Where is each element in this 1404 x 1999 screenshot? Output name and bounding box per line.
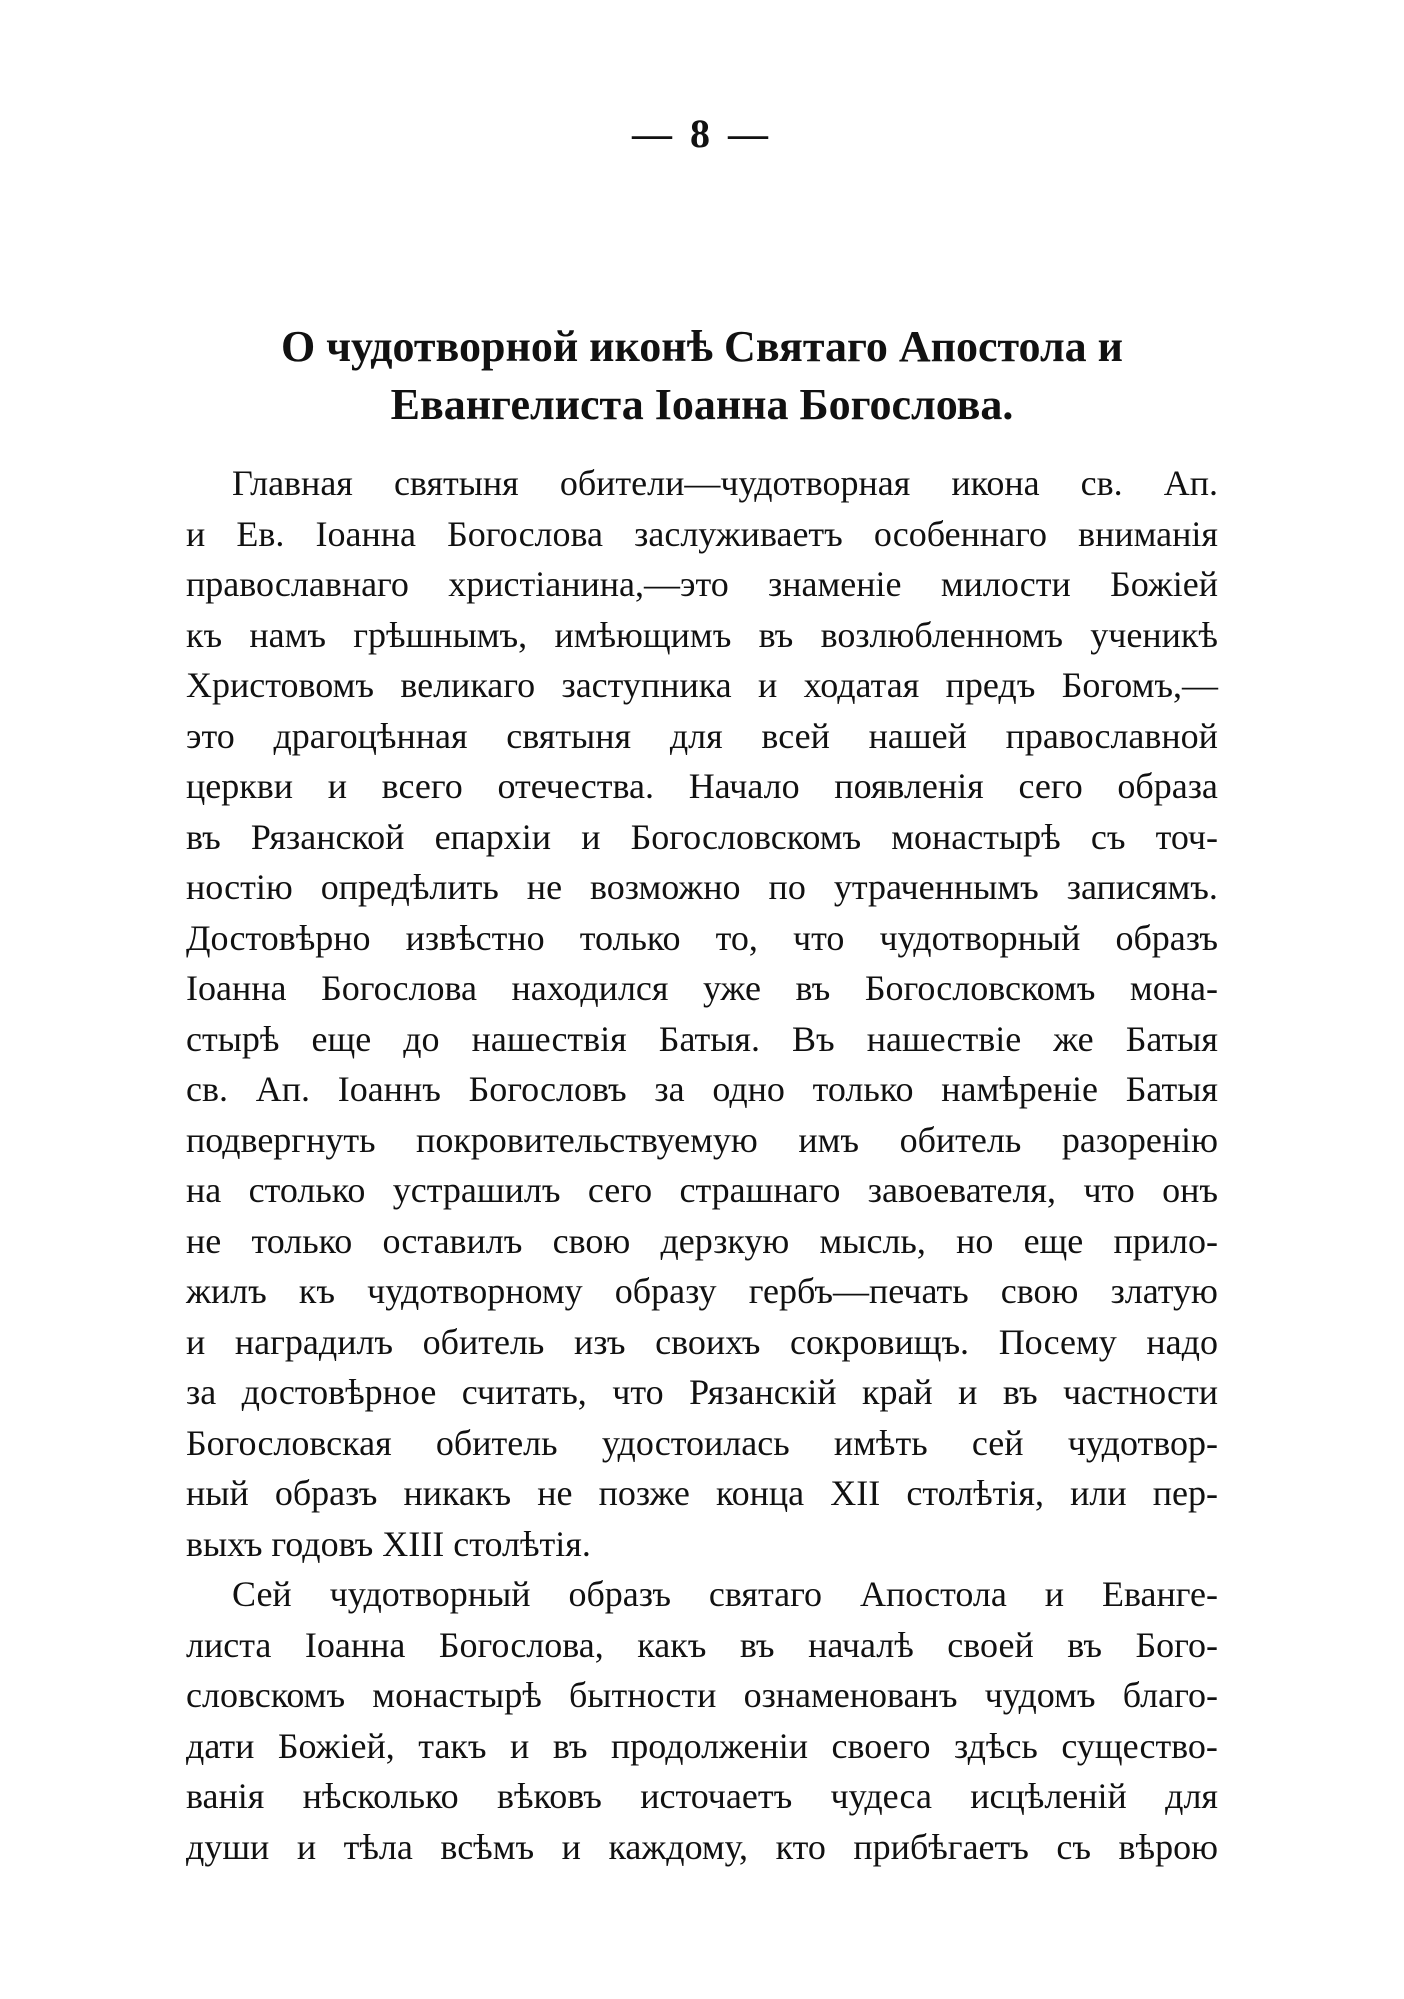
word: дерзкую xyxy=(660,1220,790,1261)
text-line xyxy=(186,711,1218,762)
word: стырѣ xyxy=(186,1018,280,1059)
word: ный xyxy=(186,1473,249,1513)
word: но xyxy=(956,1220,994,1261)
word: благо- xyxy=(1122,1675,1218,1715)
word: существо- xyxy=(1061,1725,1218,1766)
word: столько xyxy=(248,1170,366,1210)
text-line xyxy=(186,559,1218,610)
word: жилъ xyxy=(186,1271,267,1311)
word: разоренію xyxy=(1061,1119,1218,1160)
word: свою xyxy=(1000,1271,1079,1311)
chapter-title-line: О чудотворной иконѣ Святаго Апостола и xyxy=(280,322,1123,371)
text-line xyxy=(186,1822,1218,1873)
word: Батыя xyxy=(1125,1069,1218,1109)
word: или xyxy=(1070,1473,1127,1513)
word: Посему xyxy=(998,1321,1117,1362)
word: Богослова, xyxy=(438,1624,604,1665)
word: подвергнуть xyxy=(186,1119,376,1160)
word: образа xyxy=(1117,766,1218,806)
word: Достовѣрно xyxy=(186,917,371,958)
text-line xyxy=(186,509,1218,560)
word: всей xyxy=(761,715,830,756)
word: словскомъ xyxy=(186,1675,346,1715)
word: Батыя. xyxy=(658,1018,760,1059)
word: частности xyxy=(1063,1372,1218,1412)
text-line xyxy=(186,610,1218,661)
word: и xyxy=(581,816,601,857)
word: предъ xyxy=(945,665,1036,705)
word: устрашилъ xyxy=(392,1170,561,1210)
word: нашествія xyxy=(471,1018,627,1059)
word: только xyxy=(251,1220,353,1261)
word: въ xyxy=(795,968,831,1008)
word: монастырѣ xyxy=(891,816,1061,857)
word: церкви xyxy=(186,766,293,806)
word: обители—чудотворная xyxy=(559,463,911,503)
text-line xyxy=(186,1670,1218,1721)
word: считать, xyxy=(461,1372,587,1412)
word: сего xyxy=(587,1170,653,1210)
word: точ- xyxy=(1155,816,1218,857)
word: съ xyxy=(1056,1826,1091,1867)
word: святаго xyxy=(708,1574,823,1614)
word: никакъ xyxy=(403,1473,512,1513)
word: здѣсь xyxy=(954,1725,1038,1766)
word: къ xyxy=(186,614,223,655)
paragraph xyxy=(186,1569,1218,1872)
word: мона- xyxy=(1129,968,1218,1008)
word: Христовомъ xyxy=(186,665,374,705)
word: въ xyxy=(739,1624,775,1665)
text-line xyxy=(186,1014,1218,1065)
word: за xyxy=(186,1372,217,1412)
word: какъ xyxy=(637,1624,707,1665)
word: Іоаннъ xyxy=(337,1069,441,1109)
word: продолженіи xyxy=(611,1725,808,1766)
word: св. xyxy=(186,1069,228,1109)
word: позже xyxy=(598,1473,690,1513)
word: и xyxy=(561,1826,581,1867)
word: Рязанскій xyxy=(689,1372,837,1412)
word: Богословъ xyxy=(468,1069,627,1109)
word: утраченнымъ xyxy=(833,867,1039,907)
word: опредѣлить xyxy=(320,867,499,907)
word: и xyxy=(1044,1574,1065,1614)
word: Богословскомъ xyxy=(630,816,862,857)
word: къ xyxy=(298,1271,335,1311)
word: только xyxy=(579,917,681,958)
word: Іоанна xyxy=(304,1624,406,1665)
word: возлюбленномъ xyxy=(820,614,1063,655)
text-line: выхъ годовъ XIII столѣтія. xyxy=(186,1523,591,1564)
word: и xyxy=(958,1372,978,1412)
word: XII xyxy=(830,1473,881,1513)
word: каждому, xyxy=(608,1826,749,1867)
word: это xyxy=(186,715,235,756)
word: вѣковъ xyxy=(496,1776,602,1816)
word: листа xyxy=(186,1624,272,1665)
word: не xyxy=(537,1473,573,1513)
word: Богословская xyxy=(186,1422,392,1463)
text-line xyxy=(186,1721,1218,1772)
word: сего xyxy=(1018,766,1083,806)
word: чудотворный xyxy=(329,1574,531,1614)
word: епархіи xyxy=(434,816,552,857)
word: въ xyxy=(758,614,794,655)
word: заступника xyxy=(561,665,732,705)
word: въ xyxy=(186,816,221,857)
word: ходатая xyxy=(803,665,920,705)
word: православной xyxy=(1005,715,1218,756)
text-line xyxy=(186,963,1218,1014)
word: страшнаго xyxy=(679,1170,841,1210)
word: всего xyxy=(381,766,463,806)
word: намъ xyxy=(249,614,327,655)
word: особеннаго xyxy=(873,513,1047,554)
word: уже xyxy=(703,968,761,1008)
word: источаетъ xyxy=(640,1776,793,1816)
word: началѣ xyxy=(808,1624,914,1665)
word: и xyxy=(510,1725,530,1766)
body-text xyxy=(186,458,1218,1872)
word: Богословскомъ xyxy=(864,968,1096,1008)
word: милости xyxy=(940,564,1071,604)
word: Апостола xyxy=(859,1574,1007,1614)
word: заслуживаетъ xyxy=(634,513,843,554)
word: удостоилась xyxy=(601,1422,790,1463)
word: Ап. xyxy=(255,1069,310,1109)
word: чудотвор- xyxy=(1067,1422,1218,1463)
word: не xyxy=(186,1220,222,1261)
word: бытности xyxy=(568,1675,717,1715)
word: по xyxy=(768,867,806,907)
word: онъ xyxy=(1162,1170,1218,1210)
word: же xyxy=(1053,1018,1094,1059)
word: вѣрою xyxy=(1118,1826,1218,1867)
word: дати xyxy=(186,1725,255,1766)
word: нашествіе xyxy=(866,1018,1022,1059)
word: христіанина,—это xyxy=(448,564,729,604)
text-line xyxy=(186,1569,1218,1620)
word: отечества. xyxy=(497,766,654,806)
word: Богослова xyxy=(447,513,604,554)
word: съ xyxy=(1090,816,1126,857)
paragraph xyxy=(186,458,1218,1569)
word: оставилъ xyxy=(382,1220,523,1261)
word: то, xyxy=(715,917,758,958)
word: великаго xyxy=(400,665,536,705)
word: нѣсколько xyxy=(302,1776,459,1816)
word: въ xyxy=(552,1725,588,1766)
word: одно xyxy=(712,1069,785,1109)
word: прило- xyxy=(1113,1220,1218,1261)
word: что xyxy=(1083,1170,1135,1210)
word: Божіей, xyxy=(277,1725,395,1766)
word: Въ xyxy=(792,1018,835,1059)
word: своей xyxy=(947,1624,1034,1665)
page-number: — 8 — xyxy=(632,111,772,156)
word: Начало xyxy=(688,766,800,806)
word: завоевателя, xyxy=(867,1170,1056,1210)
word: за xyxy=(654,1069,685,1109)
word: и xyxy=(186,1321,206,1362)
word: на xyxy=(186,1170,222,1210)
word: для xyxy=(669,715,723,756)
word: гербъ—печать xyxy=(748,1271,969,1311)
word: обитель xyxy=(435,1422,558,1463)
word: конца xyxy=(715,1473,805,1513)
word: что xyxy=(612,1372,664,1412)
word: Іоанна xyxy=(186,968,287,1008)
word: прибѣгаетъ xyxy=(853,1826,1029,1867)
word: тѣла xyxy=(343,1826,413,1867)
chapter-title xyxy=(150,318,1254,434)
word: Бого- xyxy=(1135,1624,1218,1665)
word: сокровищъ. xyxy=(789,1321,970,1362)
word: ученикѣ xyxy=(1090,614,1218,655)
word: возможно xyxy=(590,867,741,907)
word: Сей xyxy=(232,1574,292,1614)
text-line xyxy=(186,761,1218,812)
word: и xyxy=(758,665,778,705)
word: образъ xyxy=(274,1473,378,1513)
chapter-title-line: Евангелиста Іоанна Богослова. xyxy=(390,380,1014,429)
word: записямъ. xyxy=(1066,867,1218,907)
text-line xyxy=(186,458,1218,509)
word: свою xyxy=(552,1220,631,1261)
text-line xyxy=(186,1165,1218,1216)
text-line xyxy=(186,1216,1218,1267)
word: покровительствуемую xyxy=(416,1119,758,1160)
word: что xyxy=(792,917,845,958)
word: чудомъ xyxy=(984,1675,1096,1715)
text-line xyxy=(186,1266,1218,1317)
word: край xyxy=(861,1372,933,1412)
word: чудотворный xyxy=(879,917,1081,958)
word: всѣмъ xyxy=(440,1826,535,1867)
word: и xyxy=(186,513,206,554)
text-line xyxy=(186,1317,1218,1368)
word: достовѣрное xyxy=(241,1372,437,1412)
text-line xyxy=(186,1468,1218,1519)
word: для xyxy=(1165,1776,1218,1816)
word: обитель xyxy=(422,1321,545,1362)
word: ностію xyxy=(186,867,293,907)
word: образу xyxy=(614,1271,717,1311)
word: святыня xyxy=(506,715,632,756)
word: изъ xyxy=(573,1321,626,1362)
word: Еванге- xyxy=(1101,1574,1218,1614)
word: икона xyxy=(951,463,1040,503)
word: въ xyxy=(1067,1624,1102,1665)
word: извѣстно xyxy=(405,917,545,958)
word: пер- xyxy=(1152,1473,1218,1513)
text-line xyxy=(186,1620,1218,1671)
word: намѣреніе xyxy=(941,1069,1098,1109)
word: Ев. xyxy=(236,513,285,554)
word: такъ xyxy=(418,1725,487,1766)
text-line xyxy=(186,1115,1218,1166)
word: появленія xyxy=(834,766,984,806)
word: еще xyxy=(311,1018,372,1059)
word: Ап. xyxy=(1163,463,1218,503)
word: въ xyxy=(1002,1372,1038,1412)
word: нашей xyxy=(868,715,967,756)
word: образъ xyxy=(1115,917,1218,958)
word: Батыя xyxy=(1125,1018,1218,1059)
word: имѣющимъ xyxy=(554,614,732,655)
word: св. xyxy=(1080,463,1123,503)
word: монастырѣ xyxy=(372,1675,542,1715)
word: исцѣленій xyxy=(970,1776,1127,1816)
text-line xyxy=(186,913,1218,964)
word: святыня xyxy=(393,463,519,503)
word: ванія xyxy=(186,1776,265,1816)
word: находился xyxy=(511,968,669,1008)
word: надо xyxy=(1146,1321,1218,1362)
word: сей xyxy=(971,1422,1024,1463)
word: образъ xyxy=(568,1574,671,1614)
word: своихъ xyxy=(655,1321,761,1362)
text-line xyxy=(186,812,1218,863)
word: Главная xyxy=(232,463,353,503)
word: драгоцѣнная xyxy=(273,715,468,756)
word: только xyxy=(812,1069,914,1109)
text-line xyxy=(186,660,1218,711)
word: имъ xyxy=(798,1119,860,1160)
word: знаменіе xyxy=(768,564,902,604)
word: Рязанской xyxy=(250,816,405,857)
word: мысль, xyxy=(819,1220,926,1261)
text-line xyxy=(186,1064,1218,1115)
word: до xyxy=(403,1018,440,1059)
text-line xyxy=(186,862,1218,913)
word: Божіей xyxy=(1110,564,1218,604)
word: кто xyxy=(775,1826,826,1867)
word: грѣшнымъ, xyxy=(353,614,528,655)
word: наградилъ xyxy=(234,1321,394,1362)
text-line xyxy=(186,1771,1218,1822)
word: Богомъ,— xyxy=(1061,665,1218,705)
word: души xyxy=(186,1826,270,1867)
word: не xyxy=(526,867,563,907)
word: вниманія xyxy=(1078,513,1218,554)
text-line xyxy=(186,1418,1218,1469)
word: златую xyxy=(1110,1271,1218,1311)
word: Іоанна xyxy=(315,513,416,554)
word: православнаго xyxy=(186,564,409,604)
word: еще xyxy=(1023,1220,1084,1261)
word: своего xyxy=(831,1725,931,1766)
word: обитель xyxy=(899,1119,1022,1160)
word: и xyxy=(296,1826,317,1867)
text-line xyxy=(186,1367,1218,1418)
word: столѣтія, xyxy=(906,1473,1044,1513)
word: Богослова xyxy=(321,968,477,1008)
word: и xyxy=(327,766,347,806)
word: чудеса xyxy=(830,1776,932,1816)
word: имѣть xyxy=(833,1422,928,1463)
word: ознаменованъ xyxy=(743,1675,958,1715)
word: чудотворному xyxy=(367,1271,583,1311)
